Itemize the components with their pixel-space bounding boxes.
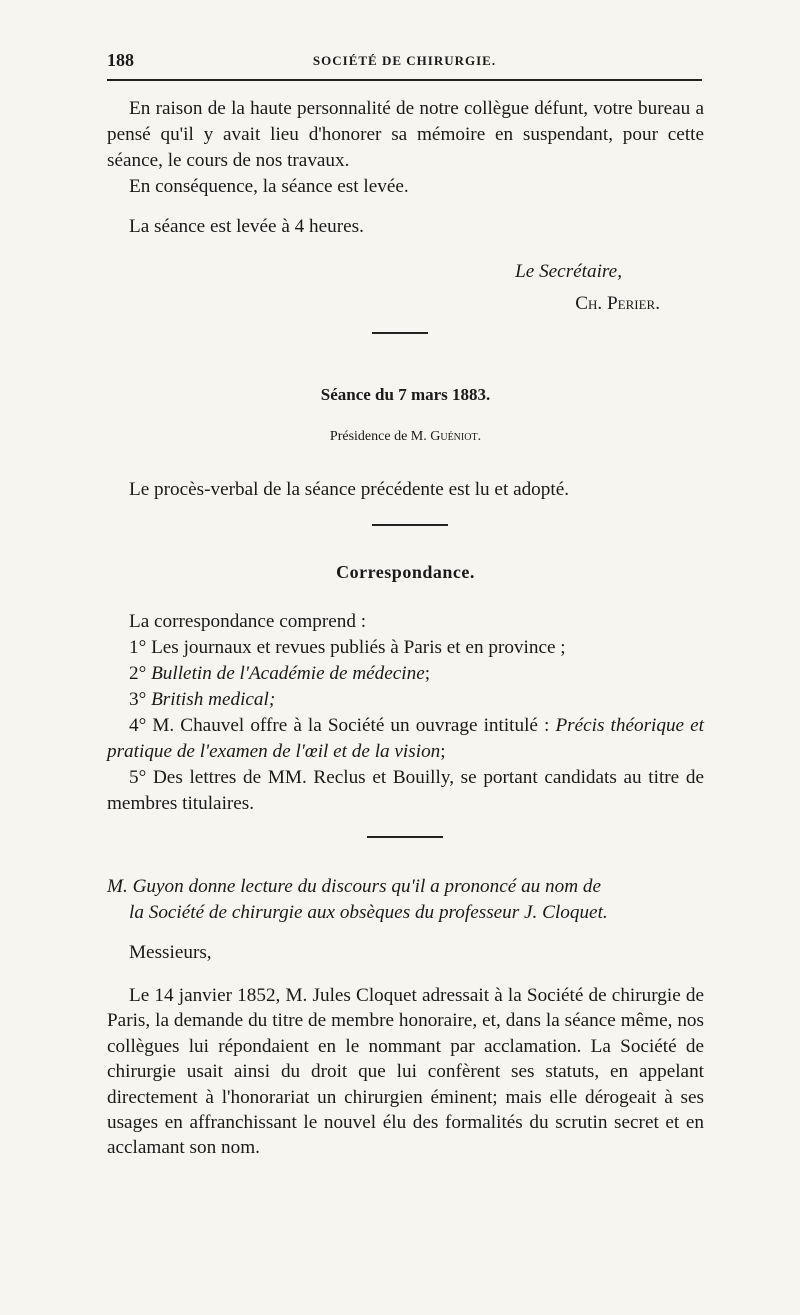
item-number: 2° — [129, 663, 152, 684]
section-divider — [372, 332, 428, 334]
list-item: 5° Des lettres de MM. Reclus et Bouilly, se portant candidats au titre de membres titulaires. — [107, 767, 704, 814]
correspondance-list — [107, 609, 704, 817]
correspondance-intro: La correspondance comprend : — [129, 611, 367, 632]
item-end: ; — [424, 663, 431, 684]
discours-body-paragraph — [107, 983, 704, 1161]
intro-para1: En raison de la haute personnalité de notre collègue défunt, votre bureau a pensé qu'il y avait lieu d'honorer sa mémoire en suspendant, pour cette séance, le cours de nos travaux. — [107, 98, 704, 171]
session-title: Séance du 7 mars 1883. — [320, 385, 491, 404]
section-divider — [372, 524, 448, 526]
header-rule — [107, 79, 702, 81]
presidence-prefix: Présidence de M. — [329, 429, 431, 444]
proces-verbal-text: Le procès-verbal de la séance précédente est lu et adopté. — [129, 479, 570, 500]
list-item — [107, 713, 704, 765]
item-end: ; — [440, 741, 446, 762]
intro-para2: En conséquence, la séance est levée. — [129, 176, 409, 197]
journal-title: Bulletin de l'Académie de médecine — [151, 663, 425, 684]
signature-role: Le Secrétaire, — [515, 261, 622, 282]
intro-paragraph — [107, 96, 704, 200]
book-title: Précis théorique et pratique de l'examen de l'œil et de la vision — [107, 715, 705, 762]
signature-name: Ch. Perier. — [575, 293, 660, 314]
levee-paragraph — [107, 214, 704, 240]
proces-verbal-paragraph — [107, 477, 704, 503]
item-number: 3° — [129, 689, 152, 710]
discours-heading — [107, 874, 704, 926]
page-number: 188 — [107, 50, 134, 70]
section-divider — [367, 836, 443, 838]
list-item — [107, 687, 704, 713]
salutation-paragraph — [107, 940, 704, 966]
discours-body: Le 14 janvier 1852, M. Jules Cloquet adressait à la Société de chirurgie de Paris, la demande du titre de membre honoraire, et, dans la séance même, nos collègues lui répondaient en le nommant par acclamation. La Société de chirurgie usait ainsi du droit que lui confèrent ses statuts, en appelant directement à l'honorariat un chirurgien éminent; mais elle dérogeait à ses usages en affranchissant le nouvel élu des formalités du scrutin secret et en acclamant son nom. — [107, 985, 704, 1159]
levee-text: La séance est levée à 4 heures. — [129, 216, 364, 237]
page-header — [107, 50, 702, 72]
running-head: SOCIÉTÉ DE CHIRURGIE. — [312, 53, 497, 68]
salutation: Messieurs, — [129, 942, 212, 963]
presidence-suffix: . — [477, 429, 482, 444]
item-text: 4° M. Chauvel offre à la Société un ouvrage intitulé : — [129, 715, 556, 736]
discours-heading-line1: M. Guyon donne lecture du discours qu'il a prononcé au nom de — [107, 876, 602, 897]
correspondance-title: Correspondance. — [336, 562, 475, 582]
list-item — [107, 661, 704, 687]
presidence-line — [107, 429, 704, 445]
journal-title: British medical; — [151, 689, 276, 710]
presidence-name: Guéniot — [430, 429, 478, 444]
discours-heading-line2: la Société de chirurgie aux obsèques du professeur J. Cloquet. — [129, 902, 608, 923]
list-item: 1° Les journaux et revues publiés à Paris et en province ; — [129, 637, 566, 658]
